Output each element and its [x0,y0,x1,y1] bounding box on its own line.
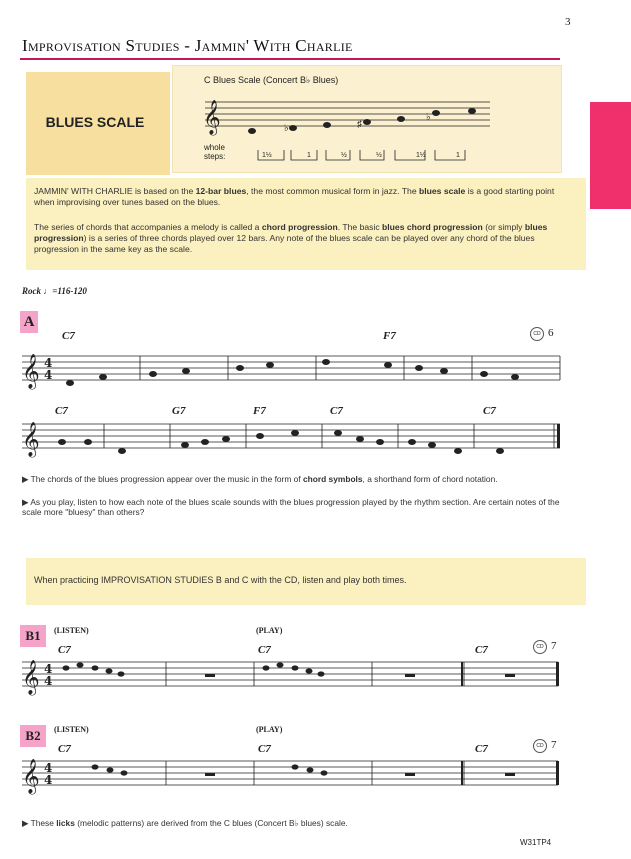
step-value: 1 [456,152,460,159]
intro-paragraph-2: The series of chords that accompanies a melody is called a chord progression. The basic blues chord progression (or simply blues progression) is a series of three chords played over 12 bars. Any note of the blues scale can be played over any chord of the blues progression in the same key as the scale. [34,222,548,254]
cd-track-number: 7 [551,739,557,751]
section-b1-label: B1 [20,625,46,647]
step-value: ½ [341,152,347,159]
cd-icon: CD [533,739,547,753]
chord-symbol: G7 [172,405,186,417]
whole-steps-label: whole steps: [204,143,226,161]
svg-text:4: 4 [44,674,53,688]
scale-staff [205,102,490,126]
staff-a2 [22,424,560,448]
chord-symbol: C7 [58,743,71,755]
practice-hint: When practicing IMPROVISATION STUDIES B and C with the CD, listen and play both times. [34,575,407,585]
chord-symbol: C7 [62,330,75,342]
step-value: ½ [376,152,382,159]
tempo-marking: Rock ♩=116-120 [22,286,87,296]
chord-symbol: C7 [258,743,271,755]
note-chord-symbols: ▶ The chords of the blues progression appear over the music in the form of chord symbols, a shorthand form of chord notation. [22,474,498,484]
listen-marker: (LISTEN) [54,725,89,734]
staff-b2 [22,761,558,785]
cd-track-number: 6 [548,327,554,339]
chord-symbol: C7 [475,644,488,656]
svg-text:♯: ♯ [357,119,362,130]
svg-text:4: 4 [44,773,53,787]
play-marker: (PLAY) [256,626,283,635]
section-a-label: A [20,311,38,333]
chord-symbol: C7 [258,644,271,656]
svg-text:4: 4 [44,662,53,676]
svg-text:4: 4 [44,761,53,775]
step-value: 1½ [416,152,426,159]
blues-scale-label: BLUES SCALE [45,114,145,130]
step-value: 1½ [262,152,272,159]
intro-paragraph-1: JAMMIN' WITH CHARLIE is based on the 12-bar blues, the most common musical form in jazz. The blues scale is a good starting point when improvising over tunes based on the blues. [34,186,555,207]
footer-code: W31TP4 [520,838,552,847]
scale-caption: C Blues Scale (Concert B♭ Blues) [204,75,339,85]
cd-icon: CD [533,640,547,654]
note-listen: ▶ As you play, listen to how each note of the blues scale sounds with the blues progression played by the rhythm section. Are certain notes of the scale more "bluesy" than others? [22,497,560,517]
treble-clef: 𝄞 [203,100,221,135]
staff-b1 [22,662,558,686]
treble-clef: 𝄞 [22,422,40,457]
svg-text:♭: ♭ [426,112,431,123]
chord-symbol: C7 [475,743,488,755]
chord-symbol: C7 [55,405,68,417]
page-title: Improvisation Studies - Jammin' With Charlie [22,36,353,55]
step-value: 1 [307,152,311,159]
cd-icon: CD [530,327,544,341]
treble-clef: 𝄞 [22,354,40,389]
treble-clef: 𝄞 [22,759,40,794]
footnote-licks: ▶ These licks (melodic patterns) are derived from the C blues (Concert B♭ blues) scale. [22,818,348,828]
chord-symbol: F7 [253,405,266,417]
cd-track-number: 7 [551,640,557,652]
chord-symbol: F7 [383,330,396,342]
page-number: 3 [565,16,571,28]
svg-text:4: 4 [44,356,53,370]
play-marker: (PLAY) [256,725,283,734]
treble-clef: 𝄞 [22,660,40,695]
chord-symbol: C7 [330,405,343,417]
chord-symbol: C7 [58,644,71,656]
section-b2-label: B2 [20,725,46,747]
svg-text:♭: ♭ [284,123,289,134]
chord-symbol: C7 [483,405,496,417]
listen-marker: (LISTEN) [54,626,89,635]
svg-text:4: 4 [44,368,53,382]
